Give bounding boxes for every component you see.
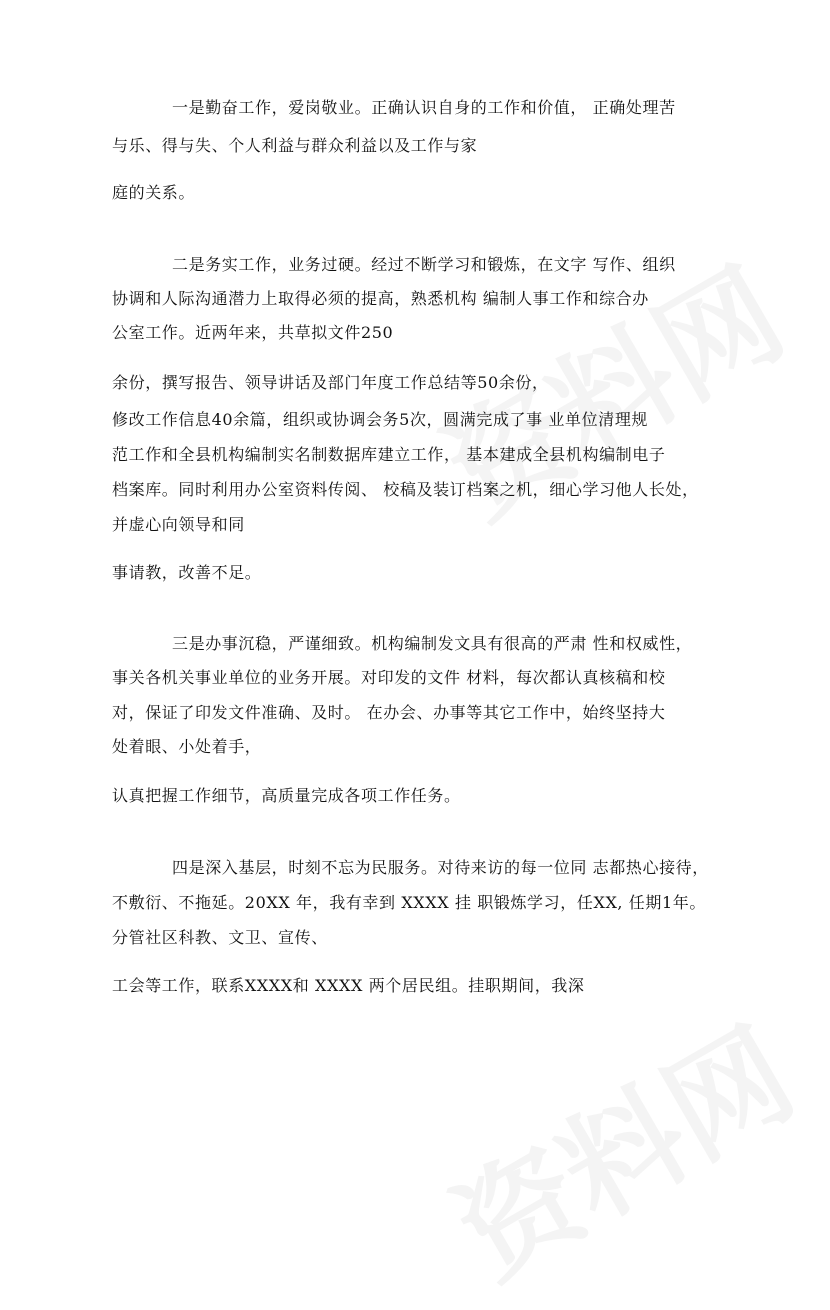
paragraph-2-line-8: 并虚心向领导和同 — [112, 515, 245, 534]
paragraph-4-line-1: 四是深入基层，时刻不忘为民服务。对待来访的每一位同 志都热心接待， — [172, 858, 709, 877]
paragraph-3-line-2: 事关各机关事业单位的业务开展。对印发的文件 材料，每次都认真核稿和校 — [112, 668, 666, 687]
paragraph-3-line-1: 三是办事沉稳，严谨细致。机构编制发文具有很高的严肃 性和权威性， — [172, 634, 693, 653]
paragraph-2-line-9: 事请教，改善不足。 — [112, 563, 262, 582]
paragraph-3-line-4: 处着眼、小处着手， — [112, 737, 262, 756]
paragraph-2-line-1: 二是务实工作，业务过硬。经过不断学习和锻炼，在文字 写作、组织 — [172, 255, 676, 274]
paragraph-4-line-4: 工会等工作，联系XXXX和 XXXX 两个居民组。挂职期间，我深 — [112, 976, 585, 995]
paragraph-2-line-2: 协调和人际沟通潜力上取得必须的提高，熟悉机构 编制人事工作和综合办 — [112, 289, 649, 308]
paragraph-3-line-3: 对，保证了印发文件准确、及时。 在办会、办事等其它工作中，始终坚持大 — [112, 703, 666, 722]
paragraph-4-line-3: 分管社区科教、文卫、宣传、 — [112, 928, 328, 947]
paragraph-2-line-3: 公室工作。近两年来，共草拟文件250 — [112, 323, 394, 342]
paragraph-1-line-1: 一是勤奋工作，爱岗敬业。正确认识自身的工作和价值， 正确处理苦 — [172, 98, 676, 117]
watermark — [421, 982, 819, 1310]
paragraph-3-line-5: 认真把握工作细节，高质量完成各项工作任务。 — [112, 786, 461, 805]
paragraph-2-line-4: 余份，撰写报告、领导讲话及部门年度工作总结等50余份， — [112, 373, 549, 392]
paragraph-2-line-7: 档案库。同时利用办公室资料传阅、 校稿及装订档案之机，细心学习他人长处， — [112, 480, 699, 499]
paragraph-1-line-2: 与乐、得与失、个人利益与群众利益以及工作与家 — [112, 136, 478, 155]
paragraph-2-line-6: 范工作和全县机构编制实名制数据库建立工作， 基本建成全县机构编制电子 — [112, 445, 666, 464]
paragraph-2-line-5: 修改工作信息40余篇，组织或协调会务5次，圆满完成了事 业单位清理规 — [112, 410, 649, 429]
paragraph-1-line-3: 庭的关系。 — [112, 183, 196, 202]
paragraph-4-line-2: 不敷衍、不拖延。20XX 年，我有幸到 XXXX 挂 职锻炼学习，任XX, 任期1年。 — [112, 893, 706, 912]
